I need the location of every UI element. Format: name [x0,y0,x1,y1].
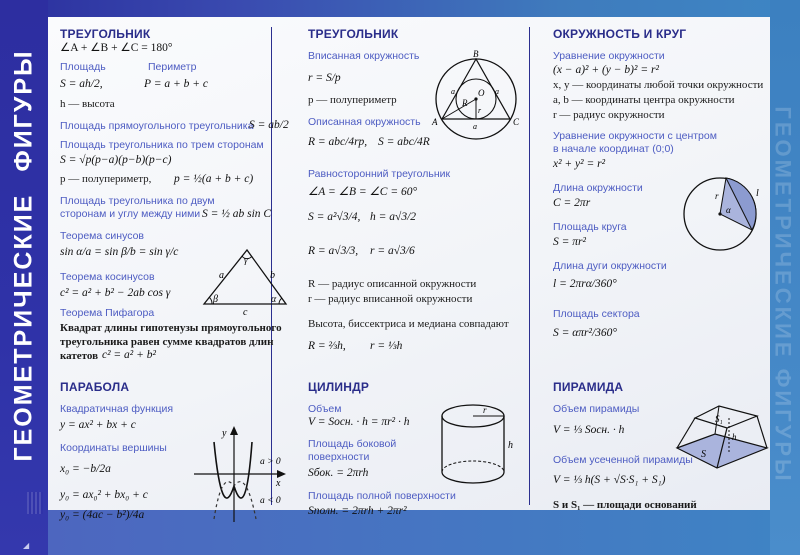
cylinder-volume-label: Объем [308,403,342,415]
law-of-sines-formula: sin α/a = sin β/b = sin γ/c [60,246,179,258]
section-heading: ПАРАБОЛА [60,380,130,394]
circle-sector-diagram [680,174,770,254]
svg-text:a: a [451,87,455,96]
title-word-2: ФИГУРЫ [9,48,38,172]
inradius-note: r — радиус вписанной окружности [308,293,473,305]
equilateral-circumradius: R = a√3/3, [308,245,359,257]
two-sides-area-label-2: сторонам и углу между ними [60,208,201,220]
heron-label: Площадь треугольника по трем сторонам [60,139,264,151]
svg-text:α: α [271,294,277,305]
pythagoras-text-line-3: катетов [60,350,99,362]
circle-area-formula: S = πr² [553,236,586,248]
origin-equation-formula: x² + y² = r² [553,158,606,170]
triangle-diagram [200,242,290,317]
equilateral-height-formula: h = a√3/2 [370,211,417,223]
svg-text:α: α [726,205,731,215]
bases-note: S и S₁ — площади оснований [553,499,697,511]
inscribed-radius-formula: r = S/p [308,72,341,84]
right-triangle-area-label: Площадь прямоугольного треугольника [60,120,254,132]
svg-text:h: h [732,432,737,442]
vertex-label: Координаты вершины [60,442,167,454]
svg-text:C: C [513,117,520,127]
height-note: h — высота [60,98,115,110]
watermark: ГЕОМЕТРИЧЕСКИЕ ФИГУРЫ [771,106,796,484]
total-area-formula: Sполн. = 2πrh + 2πr² [308,505,407,517]
bottom-band [48,510,770,555]
svg-text:a: a [219,270,224,281]
equilateral-label: Равносторонний треугольник [308,168,451,180]
right-triangle-area-formula: S = ab/2 [249,119,289,131]
sector-area-label: Площадь сектора [553,308,640,320]
coincide-note: Высота, биссектриса и медиана совпадают [308,318,509,330]
parabola-diagram [192,424,288,524]
left-title-band [0,0,48,555]
arc-length-formula: l = 2πrα/360° [553,278,617,290]
two-sides-area-formula: S = ½ ab sin C [202,208,272,220]
vertical-title [8,0,40,510]
svg-text:x: x [276,478,281,489]
law-of-cosines-label: Теорема косинусов [60,271,155,283]
content-panel [48,17,770,521]
pythagoras-label: Теорема Пифагора [60,307,155,319]
svg-text:O: O [478,88,485,98]
pyramid-volume-label: Объем пирамиды [553,403,640,415]
semiperimeter-note: p — полупериметр [308,94,397,106]
pythagoras-formula: c² = a² + b² [102,349,156,361]
area-label: Площадь [60,61,106,73]
circumscribed-radius-formula: R = abc/4rp, [308,136,368,148]
frustum-volume-label: Объем усеченной пирамиды [553,454,693,466]
quadratic-function-formula: y = ax² + bx + c [60,419,136,431]
svg-text:R: R [462,98,468,108]
inscribed-circle-label: Вписанная окружность [308,50,420,62]
semiperimeter-formula: p = ½(a + b + c) [174,173,254,185]
svg-text:a > 0: a > 0 [260,457,281,467]
svg-text:r: r [715,191,719,201]
semiperimeter-note: p — полупериметр, [60,173,152,185]
circumradius-height-formula: R = ⅔h, [308,340,346,352]
section-heading: ПИРАМИДА [553,380,624,394]
lateral-area-formula: Sбок. = 2πrh [308,467,369,479]
circumference-formula: C = 2πr [553,197,591,209]
frustum-diagram [675,402,775,474]
section-heading: ЦИЛИНДР [308,380,370,394]
pythagoras-text-line-1: Квадрат длины гипотенузы прямоугольного [60,322,282,334]
inscribed-circumscribed-diagram [426,45,526,147]
circumscribed-circle-label: Описанная окружность [308,116,421,128]
svg-text:a < 0: a < 0 [260,496,281,506]
svg-text:γ: γ [244,255,248,265]
svg-text:β: β [213,294,218,305]
area-by-circumradius-formula: S = abc/4R [378,136,430,148]
svg-text:a: a [495,87,499,96]
svg-text:c: c [243,307,248,317]
title-word-1: ГЕОМЕТРИЧЕСКИЕ [9,193,38,462]
vertex-x-formula: x₀ = −b/2a [60,463,111,475]
circle-equation-formula: (x − a)² + (y − b)² = r² [553,64,659,76]
frustum-volume-formula: V = ⅓ h(S + √S·S₁ + S₁) [553,474,666,486]
law-of-sines-label: Теорема синусов [60,230,144,242]
circle-equation-label: Уравнение окружности [553,50,665,62]
svg-text:b: b [270,270,275,281]
inradius-height-formula: r = ⅓h [370,340,403,352]
perimeter-formula: P = a + b + c [144,78,208,90]
quadratic-function-label: Квадратичная функция [60,403,174,415]
area-formula: S = ah/2, [60,78,103,90]
circumference-label: Длина окружности [553,182,643,194]
sector-area-formula: S = απr²/360° [553,327,618,339]
cylinder-volume-formula: V = Sосн. · h = πr² · h [308,416,410,428]
total-area-label: Площадь полной поверхности [308,490,456,502]
barcode [27,492,43,514]
svg-text:A: A [432,117,438,127]
svg-text:r: r [483,405,487,415]
law-of-cosines-formula: c² = a² + b² − 2ab cos γ [60,287,171,299]
origin-equation-label-1: Уравнение окружности с центром [553,130,717,142]
circle-area-label: Площадь круга [553,221,627,233]
center-coordinates-note: a, b — координаты центра окружности [553,94,735,106]
section-heading: ТРЕУГОЛЬНИК [308,27,399,41]
circumradius-note: R — радиус описанной окружности [308,278,477,290]
publisher-logo-icon: ◢ [23,541,30,550]
radius-note: r — радиус окружности [553,109,665,121]
svg-text:S: S [701,449,706,460]
perimeter-label: Периметр [148,61,197,73]
lateral-area-label-2: поверхности [308,451,370,463]
lateral-area-label-1: Площадь боковой [308,438,397,450]
svg-text:y: y [222,428,227,439]
angle-sum-formula: ∠A + ∠B + ∠C = 180° [60,42,173,54]
two-sides-area-label-1: Площадь треугольника по двум [60,195,215,207]
section-heading: ОКРУЖНОСТЬ И КРУГ [553,27,687,41]
arc-length-label: Длина дуги окружности [553,260,667,272]
origin-equation-label-2: в начале координат (0;0) [553,143,674,155]
svg-text:S₁: S₁ [715,414,723,424]
svg-text:B: B [473,49,479,59]
pyramid-volume-formula: V = ⅓ Sосн. · h [553,424,625,436]
svg-text:l: l [756,188,759,199]
svg-text:a: a [473,122,477,131]
svg-text:r: r [478,106,482,115]
cylinder-diagram [441,402,521,492]
column-divider-2 [529,27,530,505]
equilateral-angles: ∠A = ∠B = ∠C = 60° [308,186,418,198]
vertex-y-formula-2: y₀ = (4ac − b²)/4a [60,509,145,521]
heron-formula: S = √p(p−a)(p−b)(p−c) [60,154,172,166]
section-heading: ТРЕУГОЛЬНИК [60,27,151,41]
vertex-y-formula-1: y₀ = ax₀² + bx₀ + c [60,489,148,501]
pythagoras-text-line-2: треугольника равен сумме квадратов длин [60,336,274,348]
equilateral-area-formula: S = a²√3/4, [308,211,361,223]
point-coordinates-note: x, y — координаты любой точки окружности [553,79,764,91]
equilateral-inradius: r = a√3/6 [370,245,415,257]
svg-text:h: h [508,440,513,451]
